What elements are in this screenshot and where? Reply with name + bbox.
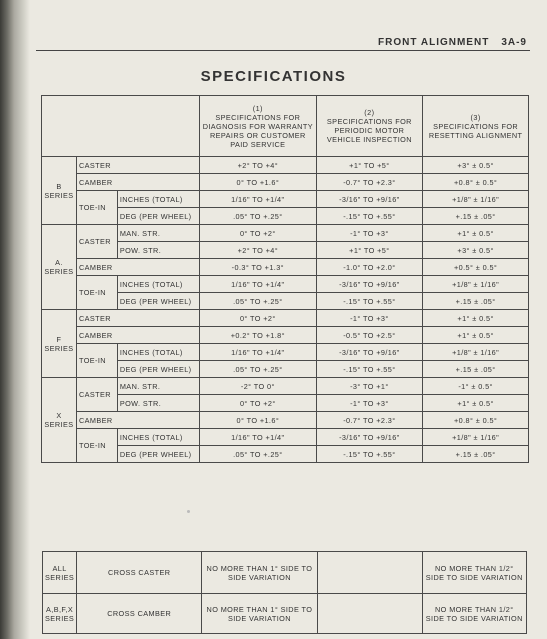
row-label-cross-camber: CROSS CAMBER	[77, 594, 202, 634]
value-cell: -0.3° TO +1.3°	[200, 259, 316, 276]
row-label-deg-per-wheel: DEG (PER WHEEL)	[117, 208, 199, 225]
value-cell: +1° ± 0.5°	[423, 225, 529, 242]
value-cell: +1° TO +5°	[316, 242, 423, 259]
column-header-1	[200, 96, 316, 157]
column-number: (2)	[364, 108, 375, 117]
column-header-3	[423, 96, 529, 157]
value-cell: 1/16" TO +1/4"	[200, 344, 316, 361]
column-number: (3)	[470, 112, 481, 122]
value-cell: +1/8" ± 1/16"	[423, 276, 529, 293]
value-cell: -.15° TO +.55°	[316, 446, 423, 463]
table-row	[42, 327, 529, 344]
row-label-inches-total: INCHES (TOTAL)	[117, 276, 199, 293]
table-row	[42, 174, 529, 191]
page-number: 3A-9	[501, 37, 527, 48]
row-label-pow-str: POW. STR.	[117, 395, 199, 412]
header-blank-cell	[42, 96, 200, 157]
column-number: (1)	[252, 103, 263, 113]
value-cell: -1.0° TO +2.0°	[316, 259, 423, 276]
value-cell: +3° ± 0.5°	[423, 242, 529, 259]
value-cell: 1/16" TO +1/4"	[200, 429, 316, 446]
value-cell: -1° TO +3°	[316, 310, 423, 327]
table-header-row	[42, 96, 529, 157]
row-label-camber: CAMBER	[76, 174, 199, 191]
row-label-camber: CAMBER	[76, 327, 199, 344]
value-cell: +.15 ± .05°	[423, 293, 529, 310]
value-cell: 1/16" TO +1/4"	[200, 276, 316, 293]
value-cell: -1° TO +3°	[316, 225, 423, 242]
column-title: SPECIFICATIONS FOR PERIODIC MOTOR VEHICLE INSPECTION	[326, 117, 412, 144]
value-cell: .05° TO +.25°	[200, 361, 316, 378]
row-label-deg-per-wheel: DEG (PER WHEEL)	[117, 293, 199, 310]
row-label-toe-in: TOE-IN	[76, 191, 117, 225]
value-cell: -.15° TO +.55°	[316, 293, 423, 310]
page-title: SPECIFICATIONS	[200, 68, 347, 85]
value-cell: .05° TO +.25°	[200, 446, 316, 463]
value-cell: 0° TO +1.6°	[200, 174, 316, 191]
value-cell: NO MORE THAN 1° SIDE TO SIDE VARIATION	[202, 594, 317, 634]
row-label-camber: CAMBER	[76, 259, 199, 276]
row-label-inches-total: INCHES (TOTAL)	[117, 191, 199, 208]
row-label-caster: CASTER	[76, 225, 117, 259]
table-row	[42, 412, 529, 429]
series-label-all: ALL SERIES	[43, 552, 77, 594]
row-label-man-str: MAN. STR.	[117, 225, 199, 242]
table-row	[42, 157, 529, 174]
value-cell-empty	[317, 594, 422, 634]
running-head	[378, 37, 527, 48]
value-cell: +.15 ± .05°	[423, 208, 529, 225]
value-cell: -.15° TO +.55°	[316, 208, 423, 225]
value-cell-empty	[317, 552, 422, 594]
value-cell: NO MORE THAN 1/2° SIDE TO SIDE VARIATION	[422, 594, 526, 634]
table-row	[42, 276, 529, 293]
value-cell: -3/16" TO +9/16"	[316, 429, 423, 446]
value-cell: +0.2° TO +1.8°	[200, 327, 316, 344]
row-label-deg-per-wheel: DEG (PER WHEEL)	[117, 446, 199, 463]
row-label-toe-in: TOE-IN	[76, 429, 117, 463]
value-cell: .05° TO +.25°	[200, 293, 316, 310]
value-cell: -1° ± 0.5°	[423, 378, 529, 395]
row-label-inches-total: INCHES (TOTAL)	[117, 344, 199, 361]
value-cell: +1/8" ± 1/16"	[423, 191, 529, 208]
row-label-man-str: MAN. STR.	[117, 378, 199, 395]
value-cell: .05° TO +.25°	[200, 208, 316, 225]
series-label-abfx: A,B,F,X SERIES	[43, 594, 77, 634]
table-row	[42, 259, 529, 276]
value-cell: 0° TO +2°	[200, 395, 316, 412]
header-rule	[36, 50, 530, 51]
value-cell: +0.8° ± 0.5°	[423, 174, 529, 191]
value-cell: +1/8" ± 1/16"	[423, 344, 529, 361]
value-cell: +0.8° ± 0.5°	[423, 412, 529, 429]
row-label-pow-str: POW. STR.	[117, 242, 199, 259]
row-label-toe-in: TOE-IN	[76, 276, 117, 310]
table-row	[43, 552, 527, 594]
value-cell: 1/16" TO +1/4"	[200, 191, 316, 208]
value-cell: 0° TO +2°	[200, 310, 316, 327]
value-cell: +1° TO +5°	[316, 157, 423, 174]
cross-variation-table	[42, 551, 527, 634]
table-row	[42, 344, 529, 361]
value-cell: -3/16" TO +9/16"	[316, 191, 423, 208]
row-label-caster: CASTER	[76, 310, 199, 327]
row-label-cross-caster: CROSS CASTER	[77, 552, 202, 594]
series-label-f: F SERIES	[42, 310, 77, 378]
column-title: SPECIFICATIONS FOR RESETTING ALIGNMENT	[428, 121, 523, 140]
value-cell: -3/16" TO +9/16"	[316, 276, 423, 293]
value-cell: 0° TO +2°	[200, 225, 316, 242]
section-title: FRONT ALIGNMENT	[378, 37, 490, 48]
specifications-table	[41, 95, 529, 463]
value-cell: +2° TO +4°	[200, 157, 316, 174]
value-cell: -0.5° TO +2.5°	[316, 327, 423, 344]
value-cell: +1° ± 0.5°	[423, 395, 529, 412]
value-cell: -2° TO 0°	[200, 378, 316, 395]
value-cell: -0.7° TO +2.3°	[316, 174, 423, 191]
row-label-toe-in: TOE-IN	[76, 344, 117, 378]
value-cell: +3° ± 0.5°	[423, 157, 529, 174]
value-cell: +.15 ± .05°	[423, 361, 529, 378]
value-cell: -3/16" TO +9/16"	[316, 344, 423, 361]
value-cell: 0° TO +1.6°	[200, 412, 316, 429]
table-row	[42, 225, 529, 242]
table-row	[42, 429, 529, 446]
value-cell: NO MORE THAN 1° SIDE TO SIDE VARIATION	[202, 552, 317, 594]
table-row	[42, 191, 529, 208]
binding-shadow	[14, 0, 30, 639]
row-label-caster: CASTER	[76, 157, 199, 174]
value-cell: NO MORE THAN 1/2° SIDE TO SIDE VARIATION	[422, 552, 526, 594]
value-cell: -.15° TO +.55°	[316, 361, 423, 378]
value-cell: +.15 ± .05°	[423, 446, 529, 463]
row-label-deg-per-wheel: DEG (PER WHEEL)	[117, 361, 199, 378]
row-label-camber: CAMBER	[76, 412, 199, 429]
book-binding	[0, 0, 14, 639]
series-label-b: B SERIES	[42, 157, 77, 225]
table-row	[43, 594, 527, 634]
value-cell: +1° ± 0.5°	[423, 327, 529, 344]
row-label-caster: CASTER	[76, 378, 117, 412]
page-speck	[187, 510, 190, 513]
column-header-2	[316, 96, 423, 157]
row-label-inches-total: INCHES (TOTAL)	[117, 429, 199, 446]
table-row	[42, 378, 529, 395]
value-cell: -1° TO +3°	[316, 395, 423, 412]
value-cell: +1° ± 0.5°	[423, 310, 529, 327]
column-title: SPECIFICATIONS FOR DIAGNOSIS FOR WARRANTY REPAIRS OR CUSTOMER PAID SERVICE	[202, 112, 313, 149]
value-cell: -0.7° TO +2.3°	[316, 412, 423, 429]
value-cell: +1/8" ± 1/16"	[423, 429, 529, 446]
value-cell: +2° TO +4°	[200, 242, 316, 259]
table-row	[42, 310, 529, 327]
value-cell: -3° TO +1°	[316, 378, 423, 395]
series-label-x: X SERIES	[42, 378, 77, 463]
series-label-a: A. SERIES	[42, 225, 77, 310]
value-cell: +0.5° ± 0.5°	[423, 259, 529, 276]
